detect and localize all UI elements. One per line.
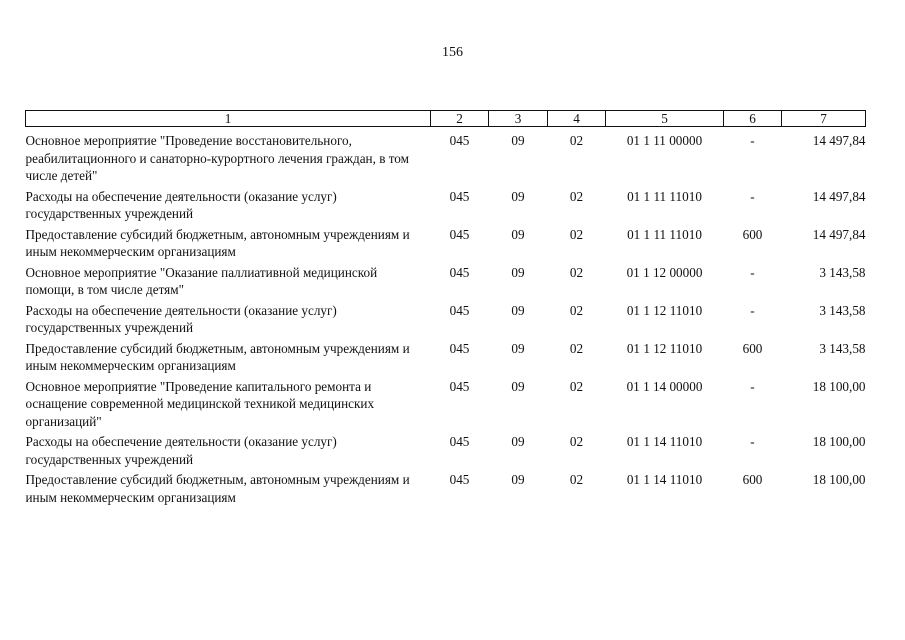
row-admin-code-cell: 045 — [449, 378, 470, 394]
table-row — [26, 127, 866, 188]
column-header: 6 — [724, 111, 782, 127]
row-subsection-cell: 02 — [569, 264, 584, 280]
row-subsection-cell: 02 — [569, 472, 584, 487]
row-admin-code-cell: 045 — [449, 226, 470, 242]
table-row — [26, 302, 866, 340]
column-header: 3 — [489, 111, 548, 127]
row-section-cell: 09 — [511, 434, 525, 449]
row-expense-type-cell: - — [750, 434, 755, 449]
row-expense-type-cell: - — [750, 302, 755, 318]
table-row — [26, 433, 866, 471]
row-section-cell: 09 — [511, 133, 525, 148]
row-name-cell: Расходы на обеспечение деятельности (оказание услуг) государственных учреждений — [25, 302, 337, 335]
row-subsection-cell: 02 — [569, 378, 584, 394]
row-section-cell: 09 — [511, 188, 525, 204]
row-section-cell: 09 — [511, 264, 525, 280]
row-subsection-cell: 02 — [569, 340, 584, 356]
column-header: 5 — [606, 111, 724, 127]
row-name-cell: Основное мероприятие "Проведение капитального ремонта и оснащение современной медицинской техникой медицинских организаций" — [25, 378, 375, 429]
table-row — [26, 378, 866, 434]
budget-table — [25, 110, 866, 509]
row-expense-type-cell: - — [750, 264, 755, 280]
row-target-code-cell: 01 1 11 11010 — [627, 188, 702, 204]
row-target-code-cell: 01 1 14 11010 — [626, 472, 703, 487]
row-admin-code-cell: 045 — [449, 264, 470, 280]
row-amount-cell: 14 497,84 — [812, 133, 866, 148]
row-subsection-cell: 02 — [569, 434, 584, 449]
row-amount-cell: 18 100,00 — [812, 472, 866, 487]
row-admin-code-cell: 045 — [449, 133, 470, 148]
row-name-cell: Расходы на обеспечение деятельности (оказание услуг) государственных учреждений — [25, 188, 337, 221]
row-admin-code-cell: 045 — [449, 434, 470, 449]
row-subsection-cell: 02 — [569, 302, 584, 318]
row-subsection-cell: 02 — [569, 133, 584, 148]
table-row — [26, 226, 866, 264]
row-amount-cell: 14 497,84 — [812, 188, 866, 204]
row-target-code-cell: 01 1 12 11010 — [626, 302, 703, 318]
row-admin-code-cell: 045 — [449, 302, 470, 318]
table-header-row — [26, 111, 866, 127]
row-target-code-cell: 01 1 12 11010 — [626, 340, 703, 356]
row-amount-cell: 3 143,58 — [819, 264, 866, 280]
table-row — [26, 340, 866, 378]
column-header: 2 — [431, 111, 489, 127]
row-name-cell: Предоставление субсидий бюджетным, автономным учреждениям и иным некоммерческим организациям — [25, 472, 410, 505]
row-target-code-cell: 01 1 11 11010 — [627, 226, 702, 242]
row-expense-type-cell: - — [750, 133, 755, 148]
row-expense-type-cell: 600 — [742, 472, 763, 487]
row-expense-type-cell: 600 — [742, 226, 763, 242]
row-amount-cell: 18 100,00 — [812, 378, 866, 394]
table-row — [26, 471, 866, 509]
row-name-cell: Основное мероприятие "Оказание паллиативной медицинской помощи, в том числе детям" — [25, 264, 378, 297]
row-expense-type-cell: 600 — [742, 340, 763, 356]
row-subsection-cell: 02 — [569, 226, 584, 242]
row-subsection-cell: 02 — [569, 188, 584, 204]
row-amount-cell: 14 497,84 — [812, 226, 866, 242]
row-name-cell: Предоставление субсидий бюджетным, автономным учреждениям и иным некоммерческим организациям — [25, 340, 410, 373]
row-section-cell: 09 — [511, 378, 525, 394]
column-header: 1 — [26, 111, 431, 127]
row-expense-type-cell: - — [750, 378, 755, 394]
page-number: 156 — [442, 45, 463, 60]
row-admin-code-cell: 045 — [449, 188, 470, 204]
table-row — [26, 264, 866, 302]
row-name-cell: Расходы на обеспечение деятельности (оказание услуг) государственных учреждений — [25, 434, 337, 467]
row-target-code-cell: 01 1 14 00000 — [626, 378, 703, 394]
row-section-cell: 09 — [511, 302, 525, 318]
row-admin-code-cell: 045 — [449, 472, 470, 487]
row-target-code-cell: 01 1 12 00000 — [626, 264, 703, 280]
row-section-cell: 09 — [511, 340, 525, 356]
row-name-cell: Предоставление субсидий бюджетным, автономным учреждениям и иным некоммерческим организациям — [25, 226, 410, 259]
column-header: 7 — [782, 111, 866, 127]
row-target-code-cell: 01 1 11 00000 — [626, 133, 703, 148]
table-row — [26, 188, 866, 226]
row-amount-cell: 3 143,58 — [819, 302, 866, 318]
row-amount-cell: 18 100,00 — [812, 434, 866, 449]
row-amount-cell: 3 143,58 — [819, 340, 866, 356]
row-name-cell: Основное мероприятие "Проведение восстановительного, реабилитационного и санаторно-курортного лечения граждан, в том числе детей" — [25, 133, 409, 183]
column-header: 4 — [548, 111, 606, 127]
row-admin-code-cell: 045 — [449, 340, 470, 356]
row-section-cell: 09 — [511, 226, 525, 242]
row-expense-type-cell: - — [750, 188, 755, 204]
row-section-cell: 09 — [511, 472, 525, 487]
row-target-code-cell: 01 1 14 11010 — [626, 434, 703, 449]
